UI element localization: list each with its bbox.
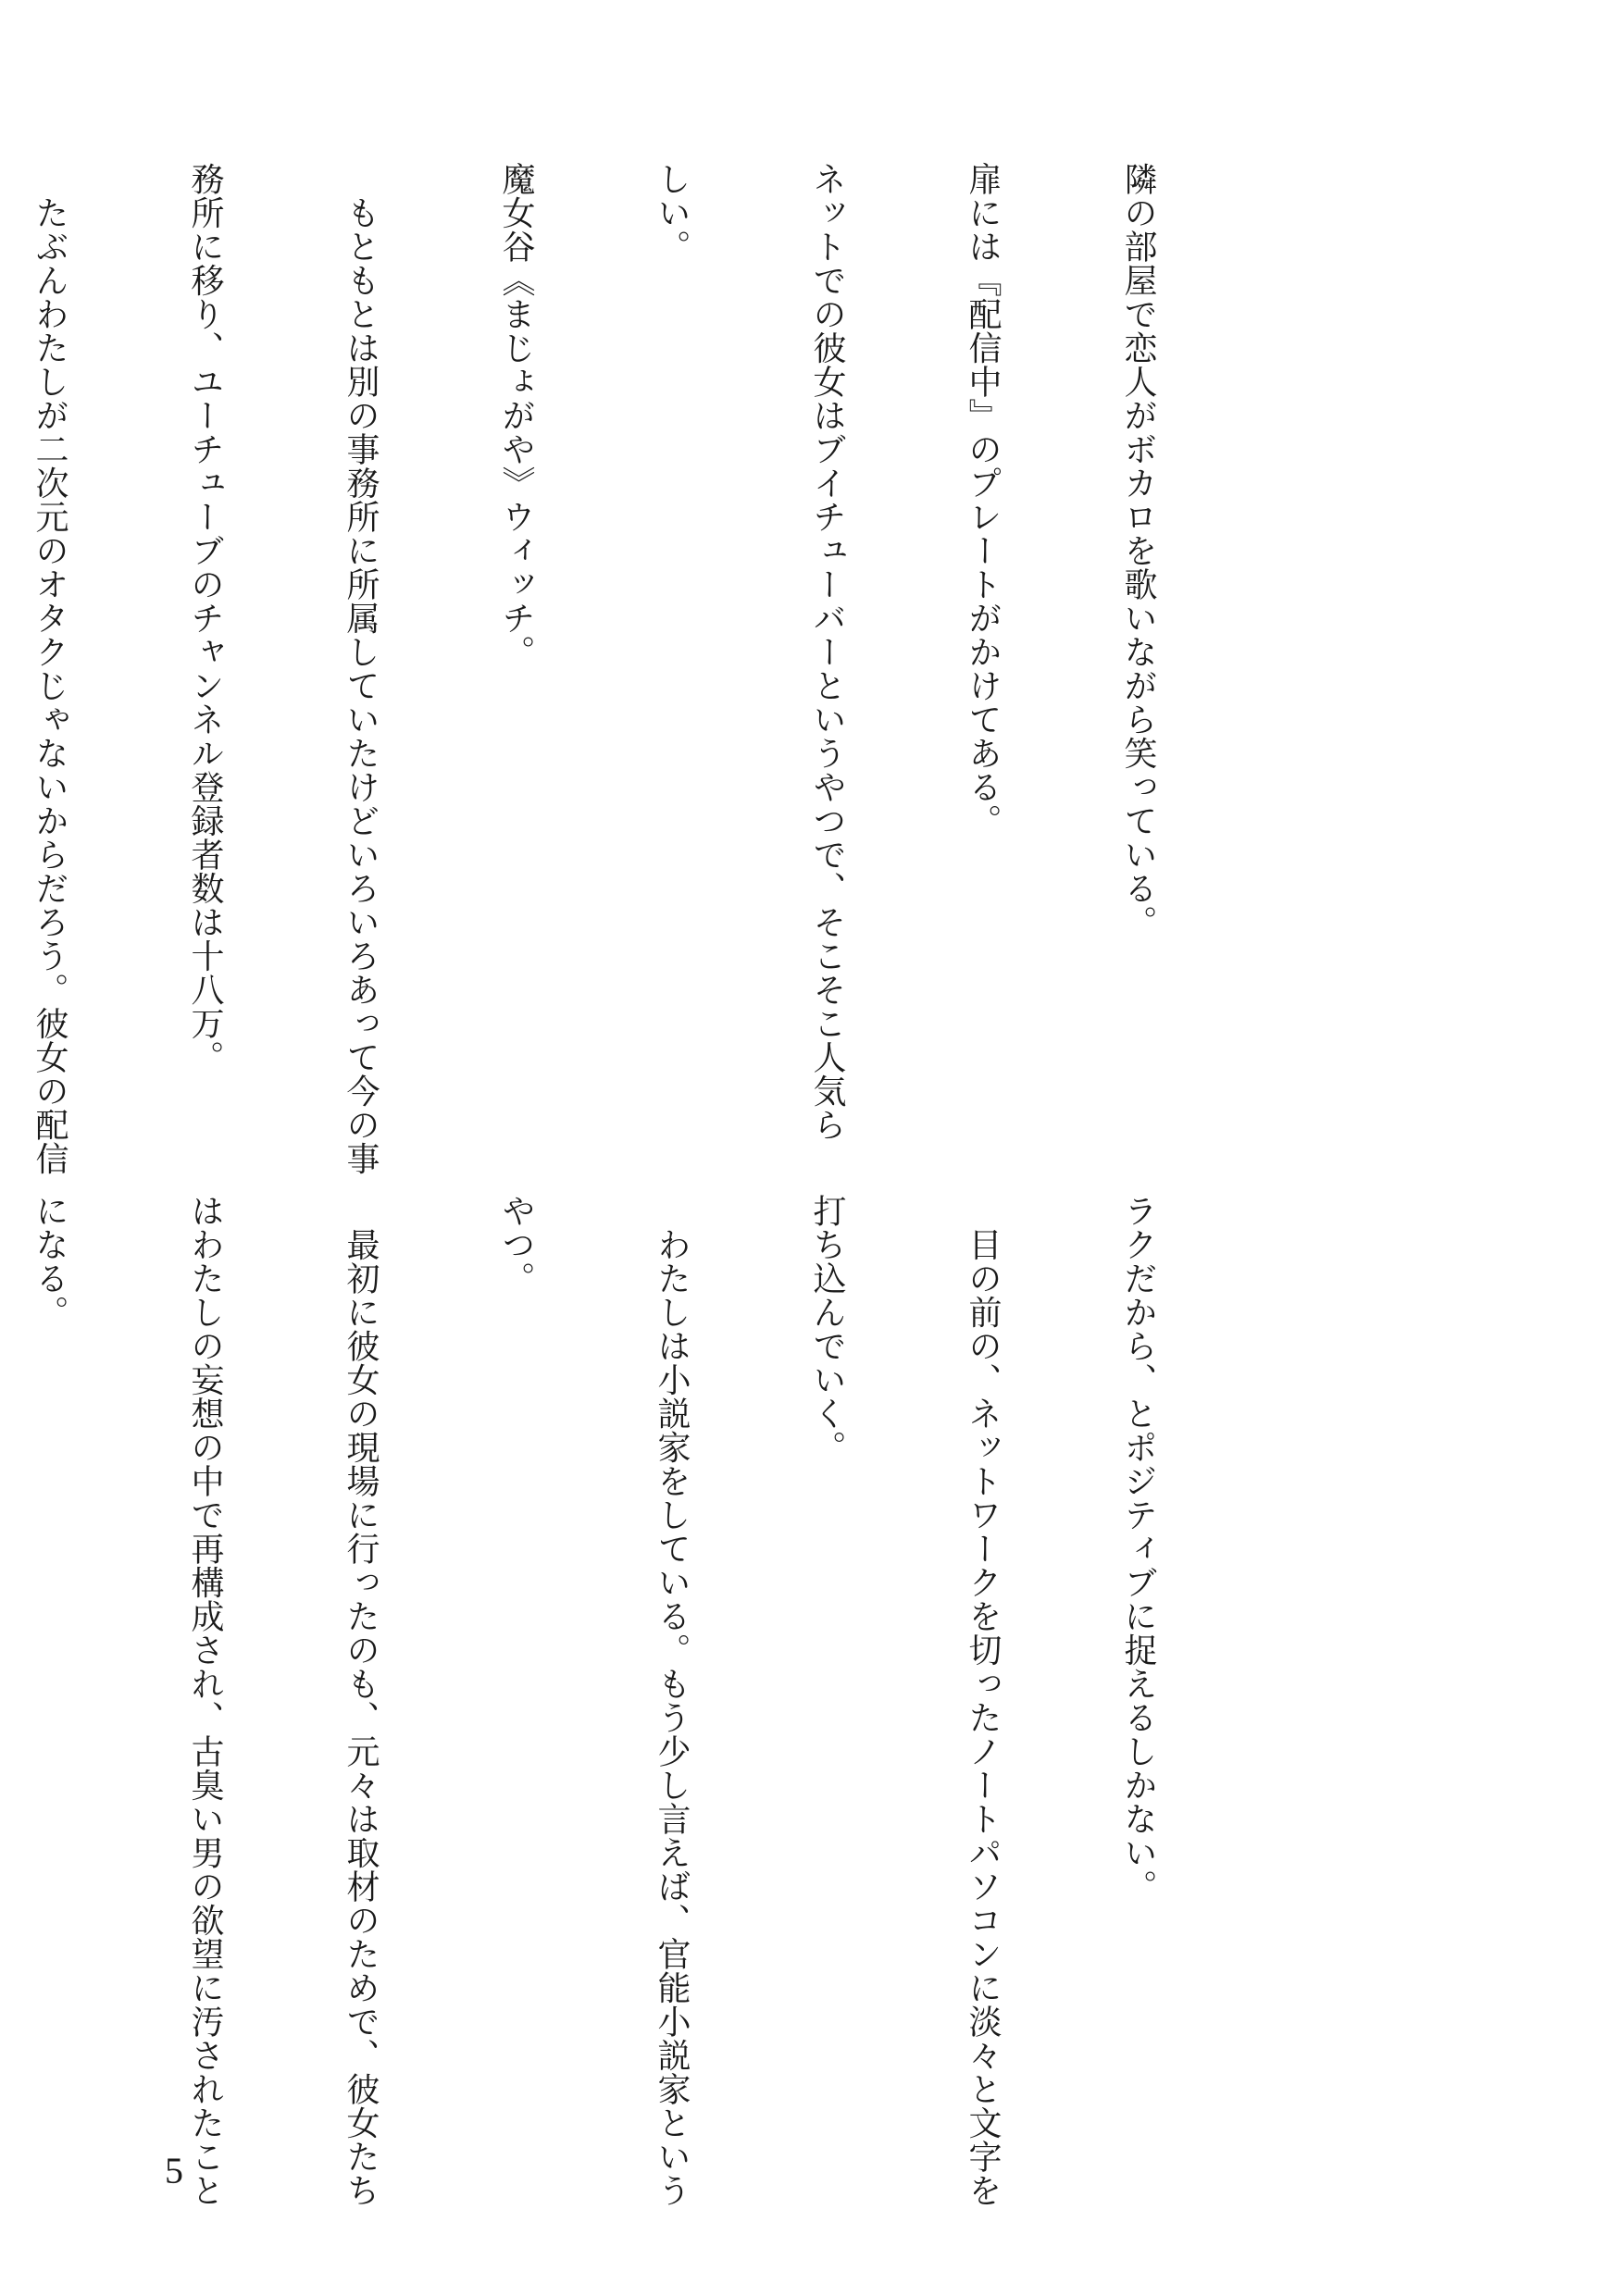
text-line: ラクだから、とポジティブに捉えるしかない。 <box>1119 1194 1157 1904</box>
text-line: もともとは別の事務所に所属していたけどいろいろあって今の事 <box>342 162 380 1175</box>
upper-text-block <box>0 162 1267 1175</box>
text-line: わたしは小説家をしている。もう少し言えば、官能小説家という <box>653 1194 691 2207</box>
page-number: 5 <box>165 2150 183 2191</box>
text-line: やつ。 <box>497 1194 535 1296</box>
text-line: 最初に彼女の現場に行ったのも、元々は取材のためで、彼女たち <box>342 1194 380 2207</box>
text-line: 隣の部屋で恋人がボカロを歌いながら笑っている。 <box>1119 162 1157 939</box>
text-line: 魔女谷《まじょがや》ウィッチ。 <box>497 162 535 669</box>
text-line: 扉には『配信中』のプレートがかけてある。 <box>964 162 1002 838</box>
text-line: ネットでの彼女はブイチューバーというやつで、そこそこ人気ら <box>808 162 846 1142</box>
text-line: しい。 <box>653 162 691 264</box>
text-line: はわたしの妄想の中で再構成され、古臭い男の欲望に汚されたこと <box>186 1194 224 2207</box>
text-line: 打ち込んでいく。 <box>808 1194 846 1464</box>
text-line: になる。 <box>31 1194 68 1329</box>
text-line: 務所に移り、ユーチューブのチャンネル登録者数は十八万。 <box>186 162 224 1074</box>
lower-text-block <box>0 1194 1267 2207</box>
text-line: たぶんわたしが二次元のオタクじゃないからだろう。彼女の配信 <box>31 162 68 1175</box>
text-line: 目の前の、ネットワークを切ったノートパソコンに淡々と文字を <box>964 1194 1002 2207</box>
